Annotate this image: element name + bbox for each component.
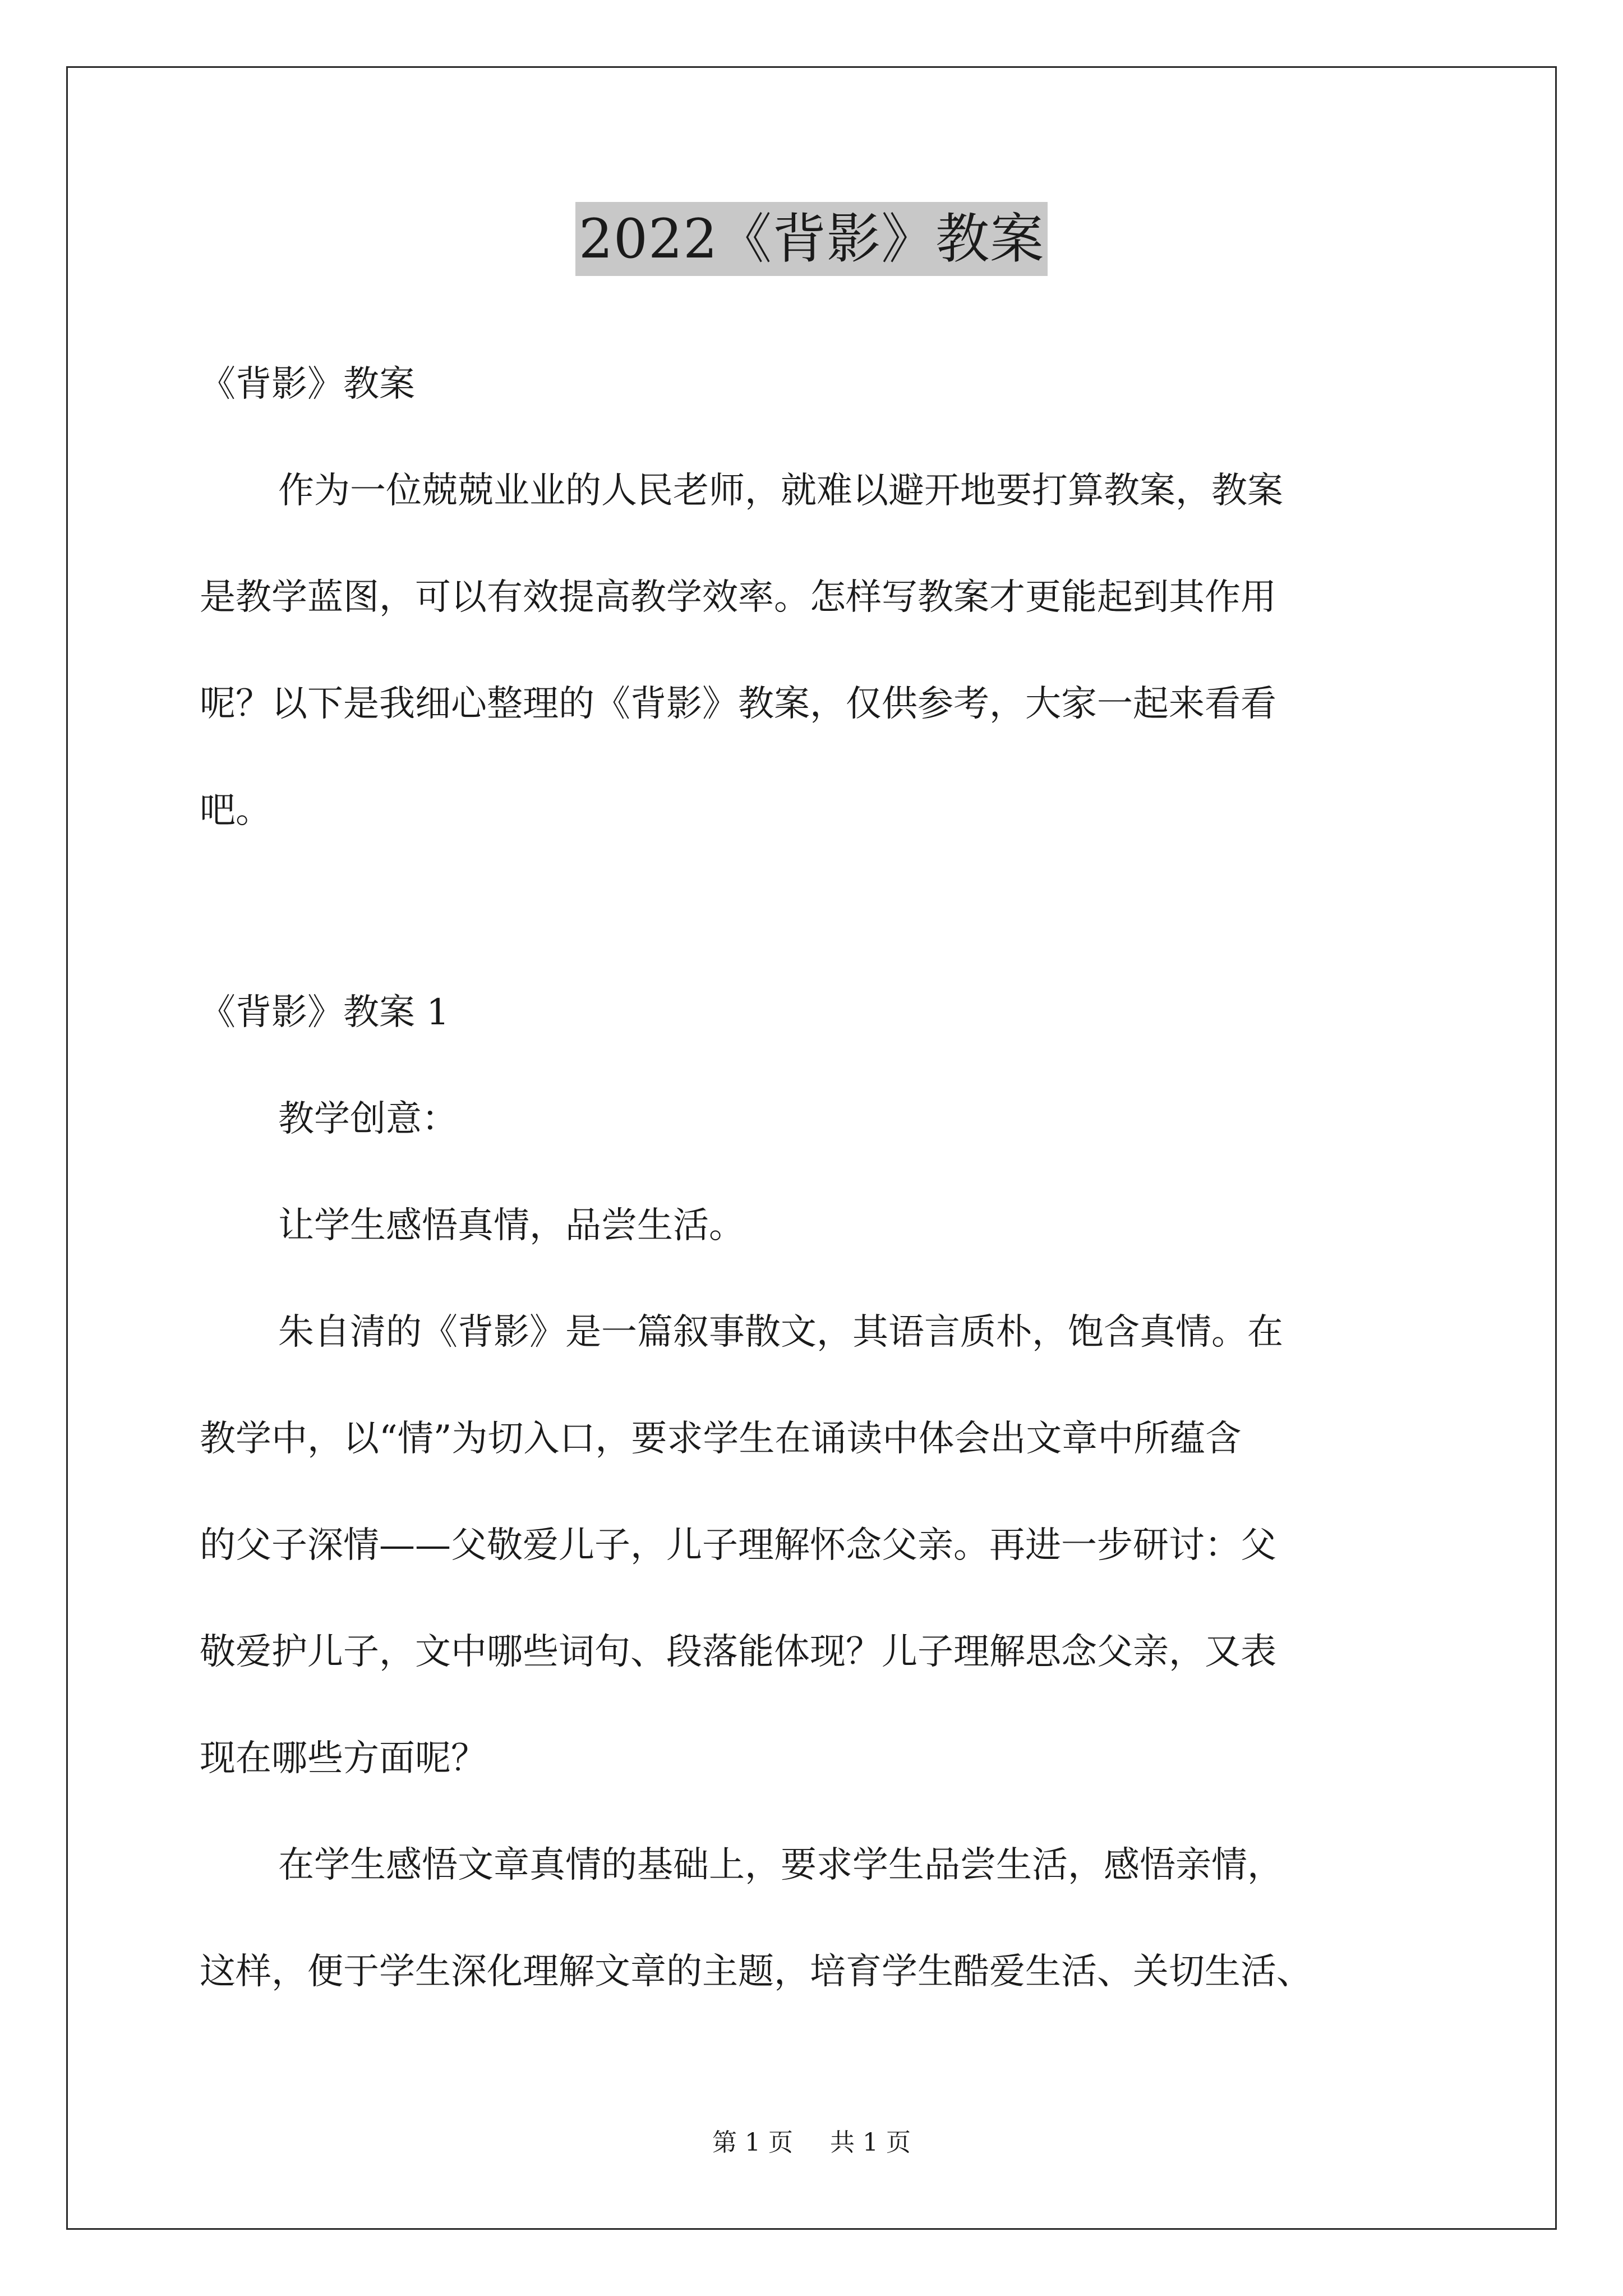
title-container (0, 202, 1623, 276)
paragraph-line: 让学生感悟真情，品尝生活。 (278, 1205, 745, 1246)
paragraph-line: 现在哪些方面呢？ (200, 1738, 487, 1779)
paragraph-line: 教学创意： (278, 1098, 458, 1140)
paragraph-line: 教学中，以“情”为切入口，要求学生在诵读中体会出文章中所蕴含 (200, 1418, 1242, 1460)
paragraph-line: 敬爱护儿子，文中哪些词句、段落能体现？儿子理解思念父亲，又表 (200, 1631, 1276, 1673)
paragraph-line: 朱自清的《背影》是一篇叙事散文，其语言质朴，饱含真情。在 (278, 1312, 1283, 1353)
paragraph-line: 吧。 (200, 790, 271, 831)
section-heading: 《背影》教案 (200, 364, 415, 405)
page-footer (0, 2126, 1623, 2160)
paragraph-line: 作为一位兢兢业业的人民老师，就难以避开地要打算教案，教案 (278, 470, 1283, 512)
section-heading: 《背影》教案 1 (200, 992, 450, 1033)
paragraph-line: 这样，便于学生深化理解文章的主题，培育学生酷爱生活、关切生活、 (200, 1951, 1312, 1993)
page-number: 第 1 页 (712, 2128, 793, 2157)
paragraph-line: 是教学蓝图，可以有效提高教学效率。怎样写教案才更能起到其作用 (200, 577, 1276, 618)
page-total: 共 1 页 (830, 2128, 911, 2157)
paragraph-line: 呢？以下是我细心整理的《背影》教案，仅供参考，大家一起来看看 (200, 683, 1276, 725)
paragraph-line: 在学生感悟文章真情的基础上，要求学生品尝生活，感悟亲情， (278, 1844, 1283, 1886)
document-body (200, 331, 1433, 2025)
document-title: 2022《背影》教案 (575, 202, 1048, 276)
section-gap (200, 864, 1433, 959)
paragraph-line: 的父子深情——父敬爱儿子，儿子理解怀念父亲。再进一步研讨：父 (200, 1525, 1276, 1566)
